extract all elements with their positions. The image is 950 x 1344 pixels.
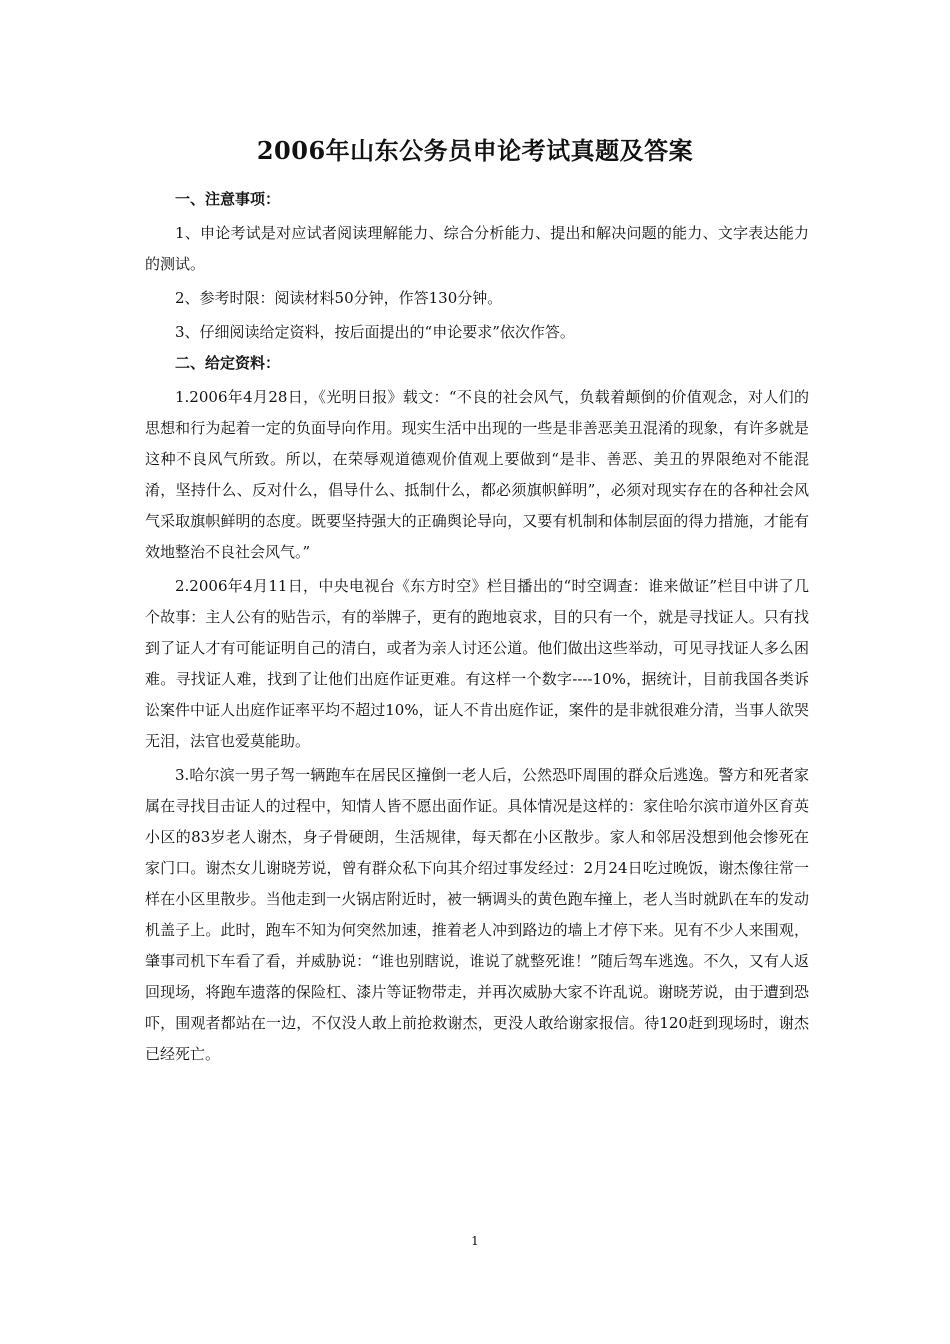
section-heading-notes: 一、注意事项： <box>175 190 281 208</box>
note-item: 3、仔细阅读给定资料，按后面提出的“申论要求”依次作答。 <box>175 323 575 341</box>
note-item: 1、申论考试是对应试者阅读理解能力、综合分析能力、提出和解决问题的能力、文字表达能力的测试。 <box>145 224 809 273</box>
document-title: 2006年山东公务员申论考试真题及答案 <box>256 136 694 165</box>
material-paragraph: 1.2006年4月28日，《光明日报》载文：“不良的社会风气，负载着颠倒的价值观念，对人们的思想和行为起着一定的负面导向作用。现实生活中出现的一些是非善恶美丑混淆的现象，有许多就是这种不良风气所致。所以，在荣辱观道德观价值观上要做到“是非、善恶、美丑的界限绝对不能混淆，坚持什么、反对什么，倡导什么、抵制什么，都必须旗帜鲜明”，必须对现实存在的各种社会风气采取旗帜鲜明的态度。既要坚持强大的正确舆论导向，又要有机制和体制层面的得力措施，才能有效地整治不良社会风气。” <box>145 388 809 561</box>
document-body <box>145 187 809 1073</box>
material-paragraph: 3.哈尔滨一男子驾一辆跑车在居民区撞倒一老人后，公然恐吓周围的群众后逃逸。警方和死者家属在寻找目击证人的过程中，知情人皆不愿出面作证。具体情况是这样的：家住哈尔滨市道外区育英小区的83岁老人谢杰，身子骨硬朗，生活规律，每天都在小区散步。家人和邻居没想到他会惨死在家门口。谢杰女儿谢晓芳说，曾有群众私下向其介绍过事发经过：2月24日吃过晚饭，谢杰像往常一样在小区里散步。当他走到一火锅店附近时，被一辆调头的黄色跑车撞上，老人当时就趴在车的发动机盖子上。此时，跑车不知为何突然加速，推着老人冲到路边的墙上才停下来。见有不少人来围观，肇事司机下车看了看，并威胁说：“谁也别瞎说，谁说了就整死谁！”随后驾车逃逸。不久，又有人返回现场，将跑车遗落的保险杠、漆片等证物带走，并再次威胁大家不许乱说。谢晓芳说，由于遭到恐吓，围观者都站在一边，不仅没人敢上前抢救谢杰，更没人敢给谢家报信。待120赶到现场时，谢杰已经死亡。 <box>145 766 809 1063</box>
note-item: 2、参考时限：阅读材料50分钟，作答130分钟。 <box>175 289 503 307</box>
material-paragraph: 2.2006年4月11日，中央电视台《东方时空》栏目播出的“时空调查：谁来做证”栏目中讲了几个故事：主人公有的贴告示，有的举牌子，更有的跑地哀求，目的只有一个，就是寻找证人。只有找到了证人才有可能证明自己的清白，或者为亲人讨还公道。他们做出这些举动，可见寻找证人多么困难。寻找证人难，找到了让他们出庭作证更难。有这样一个数字----10%，据统计，目前我国各类诉讼案件中证人出庭作证率平均不超过10%，证人不肯出庭作证，案件的是非就很难分清，当事人欲哭无泪，法官也爱莫能助。 <box>145 577 809 750</box>
section-heading-materials: 二、给定资料： <box>175 354 281 372</box>
page-number: 1 <box>471 1234 479 1248</box>
